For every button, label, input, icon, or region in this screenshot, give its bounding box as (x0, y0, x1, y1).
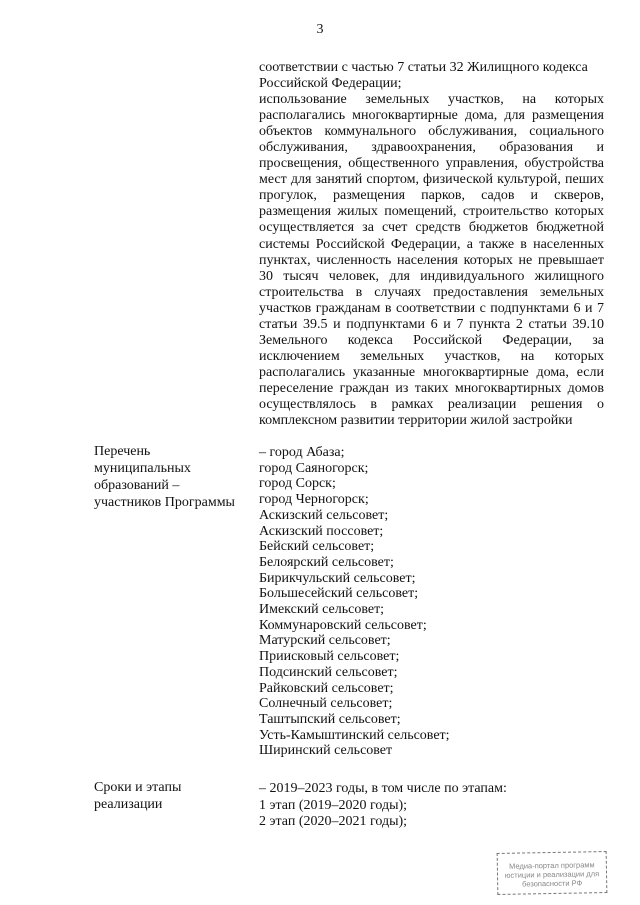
text-line: мест для занятий спортом, физической культурой, пеших (259, 172, 604, 188)
list-item: Приисковый сельсовет; (259, 649, 400, 665)
list-item: Райковский сельсовет; (259, 680, 394, 696)
list-item: Аскизский поссовет; (259, 523, 384, 539)
list-item: город Черногорск; (259, 492, 369, 508)
list-item: Бейский сельсовет; (259, 539, 375, 555)
text-line: просвещения, общественного управления, обустройства (259, 156, 604, 172)
list-item: – 2019–2023 годы, в том числе по этапам: (259, 781, 507, 796)
text-line: исключением земельных участков, на которых (259, 348, 604, 364)
text-line: прогулок, размещения парков, садов и скверов, (259, 188, 604, 204)
label-line: муниципальных (94, 461, 191, 476)
list-item: 1 этап (2019–2020 годы); (259, 797, 408, 813)
text-line: статьи 39.5 и подпунктами 6 и 7 пункта 2 статьи 39.10 (259, 316, 604, 332)
text-line: использование земельных участков, на которых (259, 92, 604, 108)
text-line: Российской Федерации; (259, 76, 402, 92)
list-item: Белоярский сельсовет; (259, 554, 394, 570)
text-line: системы Российской Федерации, а также в населенных (259, 236, 604, 252)
text-line: участков гражданам в соответствии с подпунктами 6 и 7 (259, 300, 604, 316)
text-line: обслуживания, здравоохранения, образования и (259, 140, 604, 156)
list-item: Аскизский сельсовет; (259, 507, 389, 523)
top-text-block (259, 60, 604, 429)
list-item: Большесейский сельсовет; (259, 586, 419, 602)
list-item: город Сорск; (259, 476, 336, 492)
list-item: Усть-Камыштинский сельсовет; (259, 727, 450, 743)
stamp-line: Медиа-портал программ (509, 860, 595, 871)
list-item: Матурский сельсовет; (259, 633, 391, 649)
label-line: Перечень (94, 444, 151, 459)
text-line: Земельного кодекса Российской Федерации, за (259, 332, 604, 348)
municipal-list (259, 445, 604, 759)
list-item: Бирикчульский сельсовет; (259, 570, 416, 586)
stamp-line: безопасности РФ (522, 878, 583, 889)
text-line: комплексном развитии территории жилой застройки (259, 413, 573, 429)
list-item: город Саяногорск; (259, 460, 369, 476)
text-line: соответствии с частью 7 статьи 32 Жилищного кодекса (259, 60, 588, 75)
list-item: Коммунаровский сельсовет; (259, 617, 427, 633)
municipal-list-label (94, 443, 254, 511)
stamp-line: юстиции и реализации для (504, 869, 600, 880)
list-item: Солнечный сельсовет; (259, 696, 393, 712)
terms-label (94, 779, 254, 813)
page-number: 3 (316, 22, 324, 37)
text-line: 30 тысяч человек, для индивидуального жилищного (259, 268, 604, 284)
text-line: осуществляется за счет средств бюджетов бюджетной (259, 220, 604, 236)
list-item: Ширинский сельсовет (259, 743, 393, 759)
text-line: строительства в случаях предоставления земельных (259, 284, 604, 300)
text-line: осуществлялось в рамках реализации решения о (259, 396, 604, 412)
text-line: объектов коммунального обслуживания, социального (259, 124, 604, 140)
label-line: участников Программы (94, 495, 235, 510)
list-item: Подсинский сельсовет; (259, 664, 398, 680)
stamp (497, 851, 608, 895)
label-line: Сроки и этапы (94, 780, 182, 795)
list-item: 2 этап (2020–2021 годы); (259, 814, 408, 829)
text-line: размещения жилых помещений, строительство которых (259, 204, 604, 220)
text-line: располагались многоквартирные дома, для размещения (259, 108, 604, 124)
text-line: переселение граждан из таких многоквартирных домов (259, 380, 604, 396)
text-line: располагались указанные многоквартирные дома, если (259, 364, 604, 380)
list-item: Таштыпский сельсовет; (259, 711, 401, 727)
text-line: пунктах, численность населения которых не превышает (259, 252, 604, 268)
list-item: – город Абаза; (259, 445, 345, 460)
list-item: Имекский сельсовет; (259, 602, 385, 618)
terms-list (259, 781, 604, 831)
label-line: образований – (94, 478, 180, 493)
label-line: реализации (94, 797, 163, 812)
